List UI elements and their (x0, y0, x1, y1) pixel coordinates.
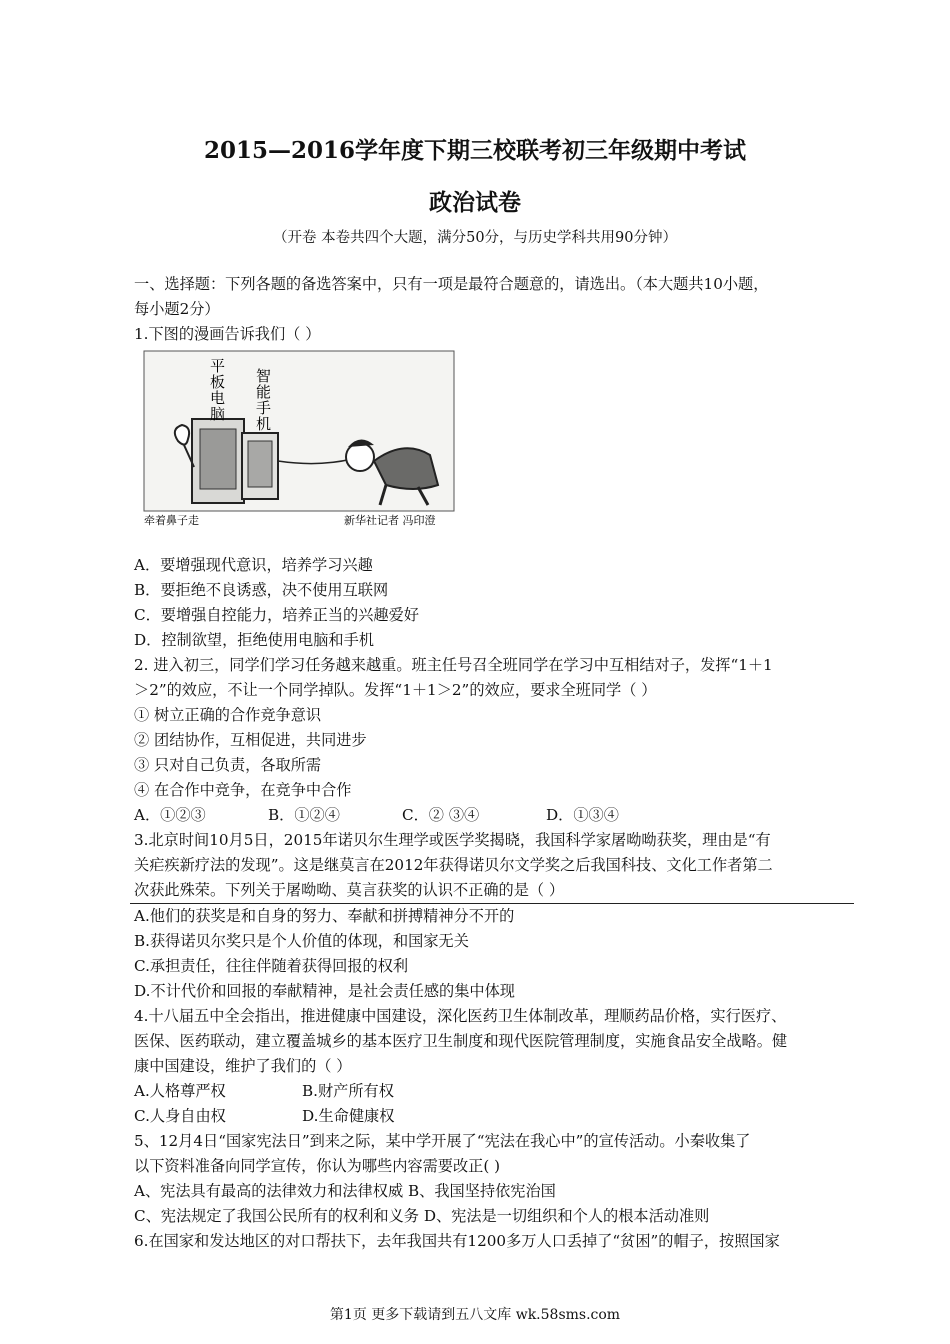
svg-text:能: 能 (256, 383, 272, 401)
question-4-choices-row-2 (134, 1104, 864, 1129)
question-2-choices (134, 803, 864, 828)
question-3-option-c: C.承担责任，往往伴随着获得回报的权利 (134, 957, 409, 975)
question-6-stem: 6.在国家和发达地区的对口帮扶下，去年我国共有1200多万人口丢掉了“贫困”的帽子，按照国家 (134, 1232, 780, 1250)
svg-text:平: 平 (210, 357, 226, 375)
exam-subtitle: 政治试卷 (429, 189, 521, 216)
question-3-stem-cont: 关疟疾新疗法的发现”。这是继莫言在2012年获得诺贝尔文学奖之后我国科技、文化工作者第二 (134, 856, 773, 874)
question-2-choice-d: D．①③④ (546, 806, 619, 824)
question-2-item-1: ① 树立正确的合作竞争意识 (134, 706, 322, 724)
question-4-stem: 4.十八届五中全会指出，推进健康中国建设，深化医药卫生体制改革，理顺药品价格，实行医疗、 (134, 1007, 787, 1025)
question-3-stem: 3.北京时间10月5日，2015年诺贝尔生理学或医学奖揭晓，我国科学家屠呦呦获奖，理由是“有 (134, 831, 771, 849)
svg-text:电: 电 (210, 389, 226, 407)
svg-text:板: 板 (210, 373, 226, 391)
question-5-stem: 5、12月4日“国家宪法日”到来之际，某中学开展了“宪法在我心中”的宣传活动。小秦收集了 (134, 1132, 751, 1150)
question-2-stem-cont: ＞2”的效应，不让一个同学掉队。发挥“1＋1＞2”的效应，要求全班同学（ ） (134, 681, 657, 699)
question-1-option-d: D．控制欲望，拒绝使用电脑和手机 (134, 631, 374, 649)
exam-title: 2015—2016学年度下期三校联考初三年级期中考试 (203, 137, 747, 164)
question-2-choice-c: C．② ③④ (402, 806, 480, 824)
svg-text:手: 手 (256, 399, 272, 417)
question-4-choices-row-1 (134, 1079, 864, 1104)
question-1-option-a: A．要增强现代意识，培养学习兴趣 (134, 556, 373, 574)
question-3-stem-end: 次获此殊荣。下列关于屠呦呦、莫言获奖的认识不正确的是（ ） (134, 881, 565, 899)
question-4-stem-cont: 医保、医药联动，建立覆盖城乡的基本医疗卫生制度和现代医院管理制度，实施食品安全战略。健 (134, 1032, 788, 1050)
question-4-choice-d: D.生命健康权 (302, 1107, 395, 1125)
svg-text:机: 机 (256, 415, 272, 433)
question-2-stem: 2. 进入初三，同学们学习任务越来越重。班主任号召全班同学在学习中互相结对子，发挥“1＋1 (134, 656, 773, 674)
question-3-option-a: A.他们的获奖是和自身的努力、奉献和拼搏精神分不开的 (134, 907, 515, 925)
svg-text:脑: 脑 (210, 405, 226, 423)
cartoon-label-phone (256, 367, 271, 433)
svg-text:智: 智 (256, 367, 272, 385)
page-footer: 第1页 更多下载请到五八文库 wk.58sms.com (329, 1307, 621, 1323)
question-4-choice-c: C.人身自由权 (134, 1107, 226, 1125)
question-2-item-3: ③ 只对自己负责，各取所需 (134, 756, 322, 774)
question-4-choice-b: B.财产所有权 (302, 1082, 394, 1100)
question-2-choice-a: A．①②③ (134, 806, 206, 824)
question-2-item-2: ② 团结协作，互相促进，共同进步 (134, 731, 367, 749)
question-3-option-d: D.不计代价和回报的奉献精神，是社会责任感的集中体现 (134, 982, 515, 1000)
exam-note: （开卷 本卷共四个大题，满分50分，与历史学科共用90分钟） (272, 230, 677, 246)
cartoon-label-tablet (210, 357, 225, 423)
section-instruction-cont: 每小题2分） (134, 300, 220, 318)
cartoon-caption-right: 新华社记者 冯印澄 (344, 514, 436, 527)
question-1-stem: 1.下图的漫画告诉我们（ ） (134, 325, 321, 343)
cartoon-caption-left: 牵着鼻子走 (144, 514, 199, 527)
question-5-options-cd: C、宪法规定了我国公民所有的权利和义务 D、宪法是一切组织和个人的根本活动准则 (134, 1207, 710, 1225)
question-2-choice-b: B．①②④ (268, 806, 340, 824)
question-2-item-4: ④ 在合作中竞争，在竞争中合作 (134, 781, 352, 799)
question-4-choice-a: A.人格尊严权 (134, 1082, 226, 1100)
question-1-option-c: C．要增强自控能力，培养正当的兴趣爱好 (134, 606, 419, 624)
question-5-options-ab: A、宪法具有最高的法律效力和法律权威 B、我国坚持依宪治国 (134, 1182, 556, 1200)
question-3-option-b: B.获得诺贝尔奖只是个人价值的体现，和国家无关 (134, 932, 469, 950)
question-4-stem-end: 康中国建设，维护了我们的（ ） (134, 1057, 352, 1075)
cartoon-image (138, 349, 456, 527)
exam-body (134, 272, 864, 1254)
question-1-option-b: B．要拒绝不良诱惑，决不使用互联网 (134, 581, 389, 599)
question-5-stem-cont: 以下资料准备向同学宣传，你认为哪些内容需要改正( ) (134, 1157, 500, 1175)
section-instruction: 一、选择题：下列各题的备选答案中，只有一项是最符合题意的，请选出。（本大题共10小题， (134, 275, 769, 293)
